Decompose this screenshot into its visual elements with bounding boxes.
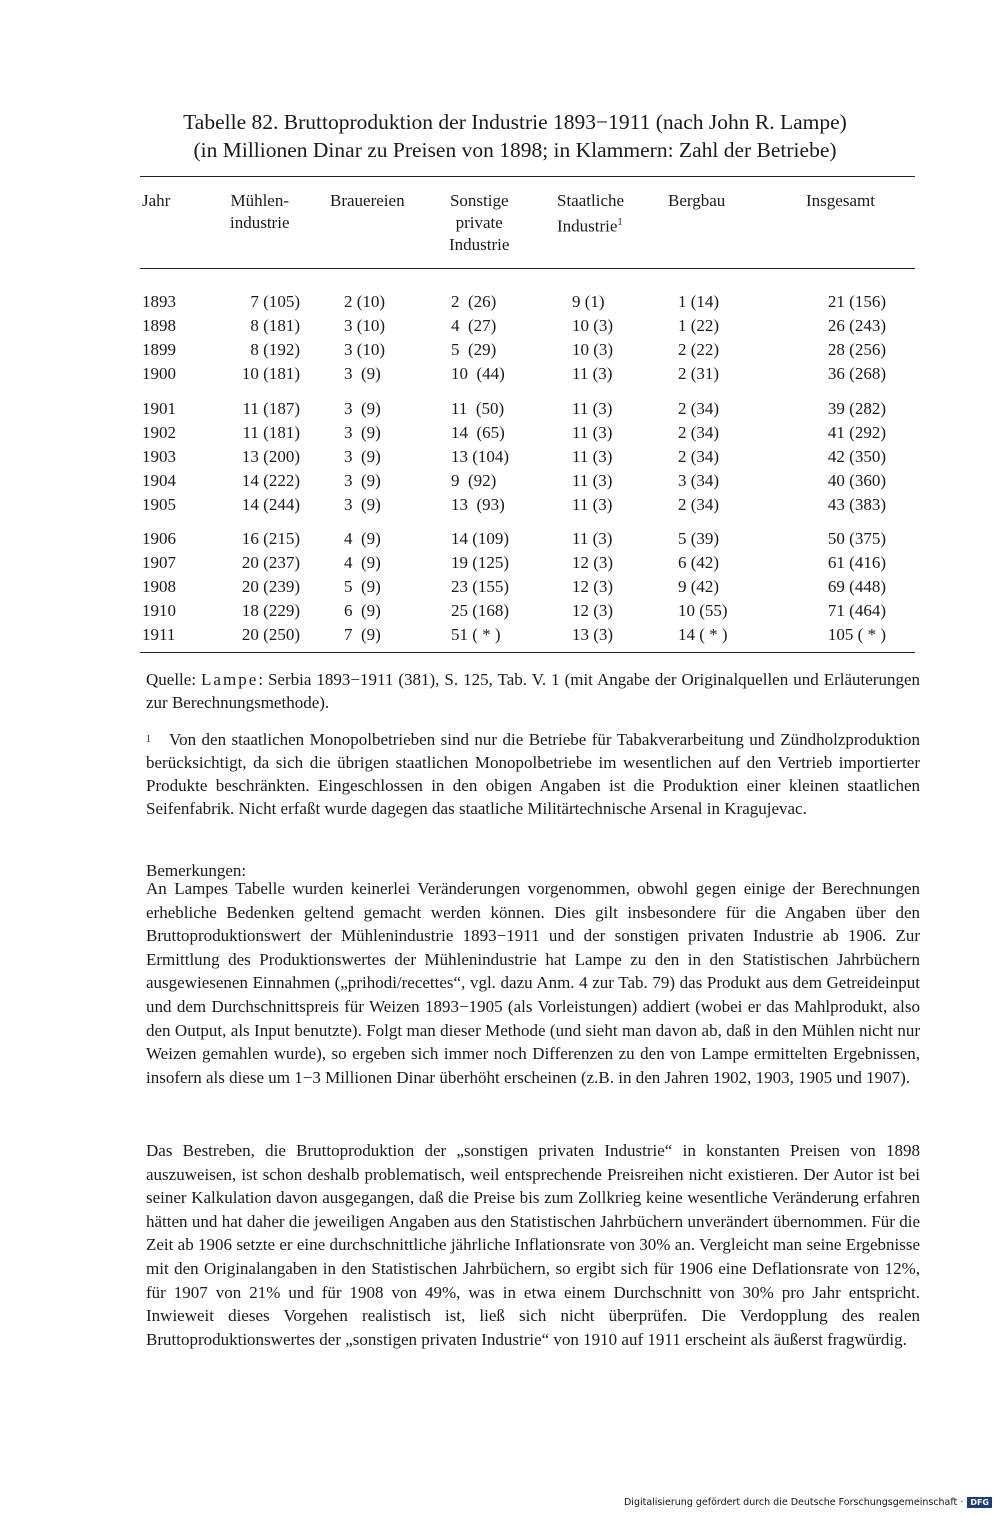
cell-year: 1900: [142, 364, 176, 383]
cell-bergbau: 1 (22): [678, 316, 720, 335]
cell-staatliche: 10 (3): [572, 340, 614, 359]
cell-bergbau: 14 ( * ): [678, 625, 728, 644]
cell-bergbau: 9 (42): [678, 577, 720, 596]
cell-staatliche: 11 (3): [572, 447, 613, 466]
cell-muehlenindustrie: 8 (192): [250, 340, 300, 359]
footnote-text: Von den staatlichen Monopolbetrieben sind nur die Betriebe für Tabakverarbeitung und Zündholzproduktion berücksichtigt, da sich die übrigen staatlichen Monopolbetriebe im wesentlichen auf den Vertrieb importierter Produkte beschränkten. Eingeschlossen in den obigen Angaben ist die Produktion einer kleinen staatlichen Seifenfabrik. Nicht erfaßt wurde dagegen das staatliche Militärtechnische Arsenal in Kragujevac.: [146, 730, 920, 818]
header-staatliche: [557, 190, 624, 238]
cell-staatliche: 11 (3): [572, 495, 613, 514]
cell-sonstige: 9 (92): [451, 471, 497, 490]
cell-staatliche: 9 (1): [572, 292, 605, 311]
cell-staatliche: 11 (3): [572, 529, 613, 548]
cell-year: 1908: [142, 577, 176, 596]
cell-staatliche: 11 (3): [572, 364, 613, 383]
remarks-paragraph-2: Das Bestreben, die Bruttoproduktion der „sonstigen privaten Industrie“ in konstanten Preisen von 1898 auszuweisen, ist schon deshalb problematisch, weil entsprechende Preisreihen nicht existieren. Der Autor ist bei seiner Kalkulation davon ausgegangen, daß die Preise bis zum Zollkrieg keine wesentliche Veränderung erfahren hätten und hat daher die jeweiligen Angaben aus den Statistischen Jahrbüchern unverändert übernommen. Für die Zeit ab 1906 setzte er eine durchschnittliche jährliche Inflationsrate von 30% an. Vergleicht man seine Ergebnisse mit den Originalangaben in den Statistischen Jahrbüchern, so ergibt sich für 1906 eine Deflationsrate von 12%, für 1907 von 21% und für 1908 von 49%, was in etwa einem Durchschnitt von 30% pro Jahr entspricht. Inwieweit dieses Vorgehen realistisch ist, ließ sich nicht überprüfen. Die Verdopplung des realen Bruttoproduktionswertes der „sonstigen privaten Industrie“ von 1910 auf 1911 erscheint als äußerst fragwürdig.: [146, 1141, 920, 1349]
header-muehlenindustrie-line-2: industrie: [230, 213, 290, 232]
cell-brauereien: 3 (9): [344, 447, 381, 466]
cell-brauereien: 4 (9): [344, 553, 381, 572]
cell-year: 1910: [142, 601, 176, 620]
source-note: [146, 668, 920, 714]
cell-insgesamt: 43 (383): [827, 495, 886, 514]
cell-muehlenindustrie: 14 (222): [241, 471, 300, 490]
cell-brauereien: 3 (10): [344, 340, 386, 359]
table-bottom-rule: [140, 652, 915, 653]
cell-muehlenindustrie: 16 (215): [241, 529, 300, 548]
cell-year: 1911: [142, 625, 176, 644]
cell-muehlenindustrie: 18 (229): [241, 601, 300, 620]
cell-sonstige: 13 (104): [451, 447, 510, 466]
cell-sonstige: 10 (44): [451, 364, 505, 383]
cell-brauereien: 3 (9): [344, 423, 381, 442]
cell-sonstige: 2 (26): [451, 292, 497, 311]
table-title-line-1: Tabelle 82. Bruttoproduktion der Industrie 1893−1911 (nach John R. Lampe): [183, 110, 847, 134]
dfg-logo: DFG: [967, 1497, 992, 1508]
cell-brauereien: 3 (9): [344, 471, 381, 490]
header-muehlenindustrie-line-1: Mühlen-: [230, 191, 290, 210]
cell-brauereien: 6 (9): [344, 601, 381, 620]
cell-bergbau: 5 (39): [678, 529, 720, 548]
cell-insgesamt: 21 (156): [827, 292, 886, 311]
cell-insgesamt: 50 (375): [827, 529, 886, 548]
source-author: Lampe: [201, 670, 259, 689]
cell-brauereien: 3 (10): [344, 316, 386, 335]
cell-brauereien: 3 (9): [344, 495, 381, 514]
cell-year: 1893: [142, 292, 176, 311]
cell-staatliche: 10 (3): [572, 316, 614, 335]
cell-year: 1901: [142, 399, 176, 418]
cell-sonstige: 51 ( * ): [451, 625, 501, 644]
cell-bergbau: 2 (34): [678, 399, 720, 418]
cell-insgesamt: 105 ( * ): [827, 625, 886, 644]
cell-muehlenindustrie: 20 (237): [241, 553, 300, 572]
cell-insgesamt: 26 (243): [827, 316, 886, 335]
footnote: [146, 728, 920, 820]
header-sonstige: [449, 190, 509, 256]
header-sonstige-line-3: Industrie: [449, 235, 510, 254]
cell-sonstige: 23 (155): [451, 577, 510, 596]
source-text: : Serbia 1893−1911 (381), S. 125, Tab. V. 1 (mit Angabe der Originalquellen und Erläuterungen zur Berechnungsmethode).: [146, 670, 921, 712]
header-staatliche-text: Industrie: [557, 216, 618, 236]
cell-staatliche: 13 (3): [572, 625, 614, 644]
cell-bergbau: 6 (42): [678, 553, 720, 572]
footnote-mark: 1: [146, 734, 151, 745]
cell-staatliche: 11 (3): [572, 399, 613, 418]
header-insgesamt: Insgesamt: [806, 191, 875, 210]
cell-year: 1899: [142, 340, 176, 359]
cell-brauereien: 7 (9): [344, 625, 381, 644]
cell-muehlenindustrie: 8 (181): [250, 316, 300, 335]
cell-sonstige: 11 (50): [451, 399, 505, 418]
cell-sonstige: 13 (93): [451, 495, 505, 514]
footnote-marker: 1: [617, 217, 623, 228]
cell-sonstige: 5 (29): [451, 340, 497, 359]
cell-year: 1906: [142, 529, 176, 548]
footer-text: Digitalisierung gefördert durch die Deutsche Forschungsgemeinschaft ·: [623, 1497, 964, 1508]
cell-brauereien: 3 (9): [344, 399, 381, 418]
cell-bergbau: 1 (14): [678, 292, 720, 311]
cell-muehlenindustrie: 20 (239): [241, 577, 300, 596]
cell-insgesamt: 71 (464): [827, 601, 886, 620]
header-muehlenindustrie: [230, 190, 290, 234]
cell-muehlenindustrie: 7 (105): [250, 292, 300, 311]
cell-insgesamt: 28 (256): [827, 340, 886, 359]
cell-year: 1907: [142, 553, 176, 572]
cell-bergbau: 10 (55): [678, 601, 728, 620]
cell-year: 1904: [142, 471, 176, 490]
table-header-rule: [140, 268, 915, 269]
cell-staatliche: 12 (3): [572, 601, 614, 620]
cell-brauereien: 4 (9): [344, 529, 381, 548]
remarks-paragraph-1: An Lampes Tabelle wurden keinerlei Veränderungen vorgenommen, obwohl gegen einige der Berechnungen erhebliche Bedenken geltend gemacht werden können. Dies gilt insbesondere für die Angaben über den Bruttoproduktionswert der Mühlenindustrie 1893−1911 und der sonstigen privaten Industrie ab 1906. Zur Ermittlung des Produktionswertes der Mühlenindustrie hat Lampe zu den in den Statistischen Jahrbüchern ausgewiesenen Einnahmen („prihodi/recettes“, vgl. dazu Anm. 4 zur Tab. 79) das Produkt aus dem Getreideinput und dem Durchschnittspreis für Weizen 1893−1905 (als Vorleistungen) addiert (wobei er das Mahlprodukt, also den Output, als Input benutzte). Folgt man dieser Methode (und sieht man davon ab, daß in den Mühlen nicht nur Weizen gemahlen wurde), so ergeben sich immer noch Differenzen zu den von Lampe ermittelten Ergebnissen, insofern als diese um 1−3 Millionen Dinar überhöht erscheinen (z.B. in den Jahren 1902, 1903, 1905 und 1907).: [146, 879, 920, 1087]
cell-sonstige: 14 (109): [451, 529, 510, 548]
cell-brauereien: 3 (9): [344, 364, 381, 383]
cell-insgesamt: 61 (416): [827, 553, 886, 572]
header-jahr: Jahr: [142, 191, 171, 210]
cell-sonstige: 4 (27): [451, 316, 497, 335]
cell-brauereien: 2 (10): [344, 292, 386, 311]
cell-staatliche: 11 (3): [572, 423, 613, 442]
cell-year: 1898: [142, 316, 176, 335]
header-sonstige-line-2: private: [455, 213, 503, 232]
cell-insgesamt: 39 (282): [827, 399, 886, 418]
cell-insgesamt: 40 (360): [827, 471, 886, 490]
cell-year: 1905: [142, 495, 176, 514]
cell-staatliche: 12 (3): [572, 577, 614, 596]
cell-muehlenindustrie: 10 (181): [241, 364, 300, 383]
cell-sonstige: 19 (125): [451, 553, 510, 572]
cell-muehlenindustrie: 14 (244): [241, 495, 300, 514]
cell-bergbau: 3 (34): [678, 471, 720, 490]
header-sonstige-line-1: Sonstige: [449, 191, 509, 210]
header-brauereien: Brauereien: [330, 191, 405, 210]
digitization-footer: [624, 1497, 992, 1508]
cell-year: 1903: [142, 447, 176, 466]
cell-muehlenindustrie: 11 (187): [242, 399, 300, 418]
table-top-rule: [140, 176, 915, 177]
cell-insgesamt: 36 (268): [827, 364, 886, 383]
header-bergbau: Bergbau: [668, 191, 726, 210]
cell-insgesamt: 41 (292): [827, 423, 886, 442]
table-title-line-2: (in Millionen Dinar zu Preisen von 1898; in Klammern: Zahl der Betriebe): [193, 138, 837, 162]
cell-staatliche: 12 (3): [572, 553, 614, 572]
table-title: [100, 108, 930, 164]
cell-muehlenindustrie: 20 (250): [241, 625, 300, 644]
cell-bergbau: 2 (34): [678, 423, 720, 442]
cell-year: 1902: [142, 423, 176, 442]
cell-brauereien: 5 (9): [344, 577, 381, 596]
cell-sonstige: 25 (168): [451, 601, 510, 620]
header-staatliche-line-1: Staatliche: [557, 191, 625, 210]
source-label: Quelle:: [146, 670, 197, 689]
cell-bergbau: 2 (34): [678, 447, 720, 466]
cell-bergbau: 2 (31): [678, 364, 720, 383]
cell-bergbau: 2 (22): [678, 340, 720, 359]
remarks-heading: Bemerkungen:: [146, 861, 247, 880]
cell-bergbau: 2 (34): [678, 495, 720, 514]
cell-sonstige: 14 (65): [451, 423, 505, 442]
cell-insgesamt: 42 (350): [827, 447, 886, 466]
cell-insgesamt: 69 (448): [827, 577, 886, 596]
cell-muehlenindustrie: 13 (200): [241, 447, 300, 466]
header-staatliche-line-2: [557, 212, 624, 238]
cell-staatliche: 11 (3): [572, 471, 613, 490]
cell-muehlenindustrie: 11 (181): [242, 423, 300, 442]
